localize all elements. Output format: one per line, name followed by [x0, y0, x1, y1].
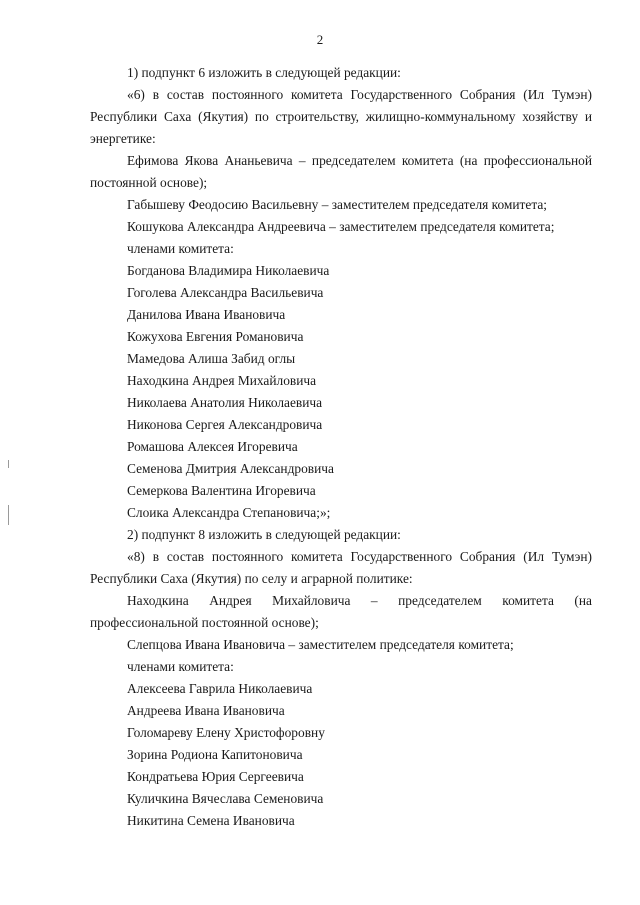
list-item: Ромашова Алексея Игоревича: [127, 439, 298, 454]
list-item: Никонова Сергея Александровича: [127, 417, 323, 432]
paragraph: «6) в состав постоянного комитета Государственного Собрания (Ил Тумэн) Республики Саха (Якутия) по строительству, жилищно-коммунальному хозяйству и энергетике:: [90, 87, 592, 146]
list-item: Мамедова Алиша Забид оглы: [127, 351, 296, 366]
list-item: Зорина Родиона Капитоновича: [127, 747, 303, 762]
paragraph: Находкина Андрея Михайловича – председателем комитета (на профессиональной постоянной основе);: [90, 593, 592, 630]
list-item: членами комитета:: [127, 241, 234, 256]
list-item: 2) подпункт 8 изложить в следующей редакции:: [127, 527, 401, 542]
paragraph: «8) в состав постоянного комитета Государственного Собрания (Ил Тумэн) Республики Саха (Якутия) по селу и аграрной политике:: [90, 549, 592, 586]
list-item: Алексеева Гаврила Николаевича: [127, 681, 313, 696]
list-item: Богданова Владимира Николаевича: [127, 263, 330, 278]
list-item: Кошукова Александра Андреевича – заместителем председателя комитета;: [127, 219, 555, 234]
list-item: Слоика Александра Степановича;»;: [127, 505, 331, 520]
list-item: Никитина Семена Ивановича: [127, 813, 295, 828]
scan-artifact: [8, 505, 9, 525]
list-item: Кожухова Евгения Романовича: [127, 329, 304, 344]
list-item: Находкина Андрея Михайловича: [127, 373, 317, 388]
scan-artifact: [8, 460, 9, 468]
paragraph: 1) подпункт 6 изложить в следующей редакции:: [127, 65, 401, 80]
list-item: Кондратьева Юрия Сергеевича: [127, 769, 304, 784]
list-item: Габышеву Феодосию Васильевну – заместителем председателя комитета;: [127, 197, 548, 212]
list-item: Гоголева Александра Васильевича: [127, 285, 324, 300]
page-number: 2: [316, 32, 324, 47]
list-item: Слепцова Ивана Ивановича – заместителем председателя комитета;: [127, 637, 514, 652]
list-item: Семенова Дмитрия Александровича: [127, 461, 334, 476]
list-item: Голомареву Елену Христофоровну: [127, 725, 325, 740]
list-item: Куличкина Вячеслава Семеновича: [127, 791, 324, 806]
document-body: [90, 62, 592, 832]
list-item: Николаева Анатолия Николаевича: [127, 395, 323, 410]
list-item: Семеркова Валентина Игоревича: [127, 483, 316, 498]
list-item: членами комитета:: [127, 659, 234, 674]
list-item: Данилова Ивана Ивановича: [127, 307, 286, 322]
list-item: Андреева Ивана Ивановича: [127, 703, 285, 718]
paragraph: Ефимова Якова Ананьевича – председателем комитета (на профессиональной постоянной основе);: [90, 153, 592, 190]
